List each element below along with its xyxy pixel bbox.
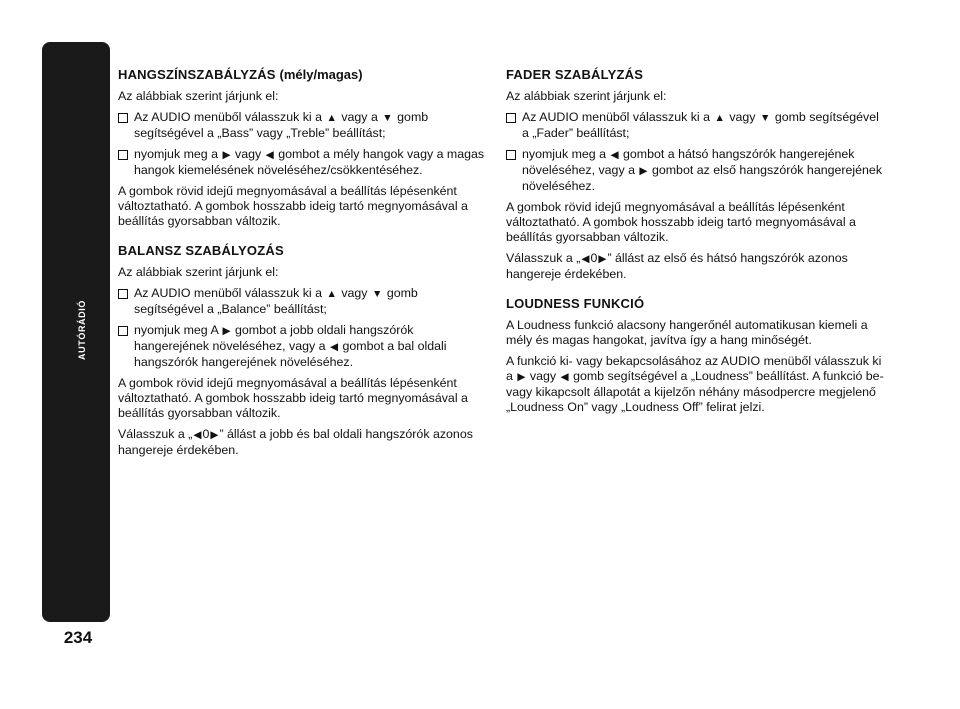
right-column [506,66,888,421]
fader-center: Válasszuk a „◀0▶” állást az első és hátsó hangszórók azonos hangereje érdekében. [506,251,848,281]
checkbox-bullet-icon [118,150,128,160]
balance-note: A gombok rövid idejű megnyomásával a beállítás lépésenként változtatható. A gombok hosszabb ideig tartó megnyomásával a beállítás gyorsabban változik. [118,376,468,420]
arrow-down-icon: ▼ [759,112,771,124]
arrow-left-icon: ◀ [581,253,590,265]
tone-note: A gombok rövid idejű megnyomásával a beállítás lépésenként változtatható. A gombok hosszabb ideig tartó megnyomásával a beállítás gyorsabban változik. [118,184,468,228]
loudness-instructions: A funkció ki- vagy bekapcsolásához az AUDIO menüből válasszuk ki a ▶ vagy ◀ gomb segítségével a „Loudness” beállítást. A funkció be- vagy kikapcsolt állapotát a kijelzőn néhány másodpercre megjelenő „Loudness On” vagy „Loudness Off” felirat jelzi. [506,354,884,414]
section-tab-label: AUTÓRÁDIÓ [77,300,87,360]
checkbox-bullet-icon [506,150,516,160]
arrow-right-icon: ▶ [598,253,607,265]
fader-heading: FADER SZABÁLYZÁS [506,67,644,82]
loudness-description: A Loudness funkció alacsony hangerőnél automatikusan kiemeli a mély és magas hangokat, javítva így a hang minőségét. [506,318,868,347]
section-tab [42,42,110,622]
tone-step-1: Az AUDIO menüből válasszuk ki a ▲ vagy a ▼ gomb segítségével a „Bass” vagy „Treble” beállítást; [118,110,490,141]
balance-intro: Az alábbiak szerint járjunk el: [118,265,279,279]
arrow-right-icon: ▶ [210,429,219,441]
arrow-left-icon: ◀ [329,341,339,353]
arrow-right-icon: ▶ [517,371,526,383]
tone-step-2: nyomjuk meg a ▶ vagy ◀ gombot a mély hangok vagy a magas hangok kiemelésének növeléséhez/csökkentéséhez. [118,147,490,178]
tone-subtitle: (mély/magas) [279,67,363,82]
arrow-left-icon: ◀ [560,371,569,383]
checkbox-bullet-icon [118,113,128,123]
arrow-down-icon: ▼ [382,112,393,124]
fader-step-2: nyomjuk meg a ◀ gombot a hátsó hangszórók hangerejének növeléséhez, vagy a ▶ gombot az első hangszórók hangerejének növeléséhez. [506,147,888,194]
arrow-down-icon: ▼ [371,288,383,300]
tone-heading [118,66,490,83]
fader-note: A gombok rövid idejű megnyomásával a beállítás lépésenként változtatható. A gombok hosszabb ideig tartó megnyomásával a beállítás gyorsabban változik. [506,200,856,244]
arrow-right-icon: ▶ [222,325,231,337]
arrow-up-icon: ▲ [326,288,337,300]
left-column [118,66,490,464]
checkbox-bullet-icon [118,289,128,299]
page-number: 234 [63,628,93,647]
tone-intro: Az alábbiak szerint járjunk el: [118,89,279,103]
arrow-right-icon: ▶ [639,165,648,177]
tone-title: HANGSZÍNSZABÁLYZÁS [118,67,276,82]
arrow-left-icon: ◀ [265,149,274,161]
balance-heading: BALANSZ SZABÁLYOZÁS [118,243,284,258]
balance-step-2: nyomjuk meg A ▶ gombot a jobb oldali hangszórók hangerejének növeléséhez, vagy a ◀ gombot a bal oldali hangszórók hangerejének növeléséhez. [118,323,490,370]
checkbox-bullet-icon [118,326,128,336]
arrow-left-icon: ◀ [193,429,202,441]
checkbox-bullet-icon [506,113,516,123]
balance-step-1: Az AUDIO menüből válasszuk ki a ▲ vagy ▼ gomb segítségével a „Balance” beállítást; [118,286,490,317]
arrow-right-icon: ▶ [222,149,231,161]
arrow-up-icon: ▲ [714,112,725,124]
fader-step-1: Az AUDIO menüből válasszuk ki a ▲ vagy ▼ gomb segítségével a „Fader” beállítást; [506,110,888,141]
loudness-heading: LOUDNESS FUNKCIÓ [506,296,645,311]
arrow-left-icon: ◀ [610,149,619,161]
balance-center: Válasszuk a „◀0▶” állást a jobb és bal oldali hangszórók azonos hangereje érdekében. [118,427,473,457]
fader-intro: Az alábbiak szerint járjunk el: [506,89,667,103]
arrow-up-icon: ▲ [326,112,337,124]
